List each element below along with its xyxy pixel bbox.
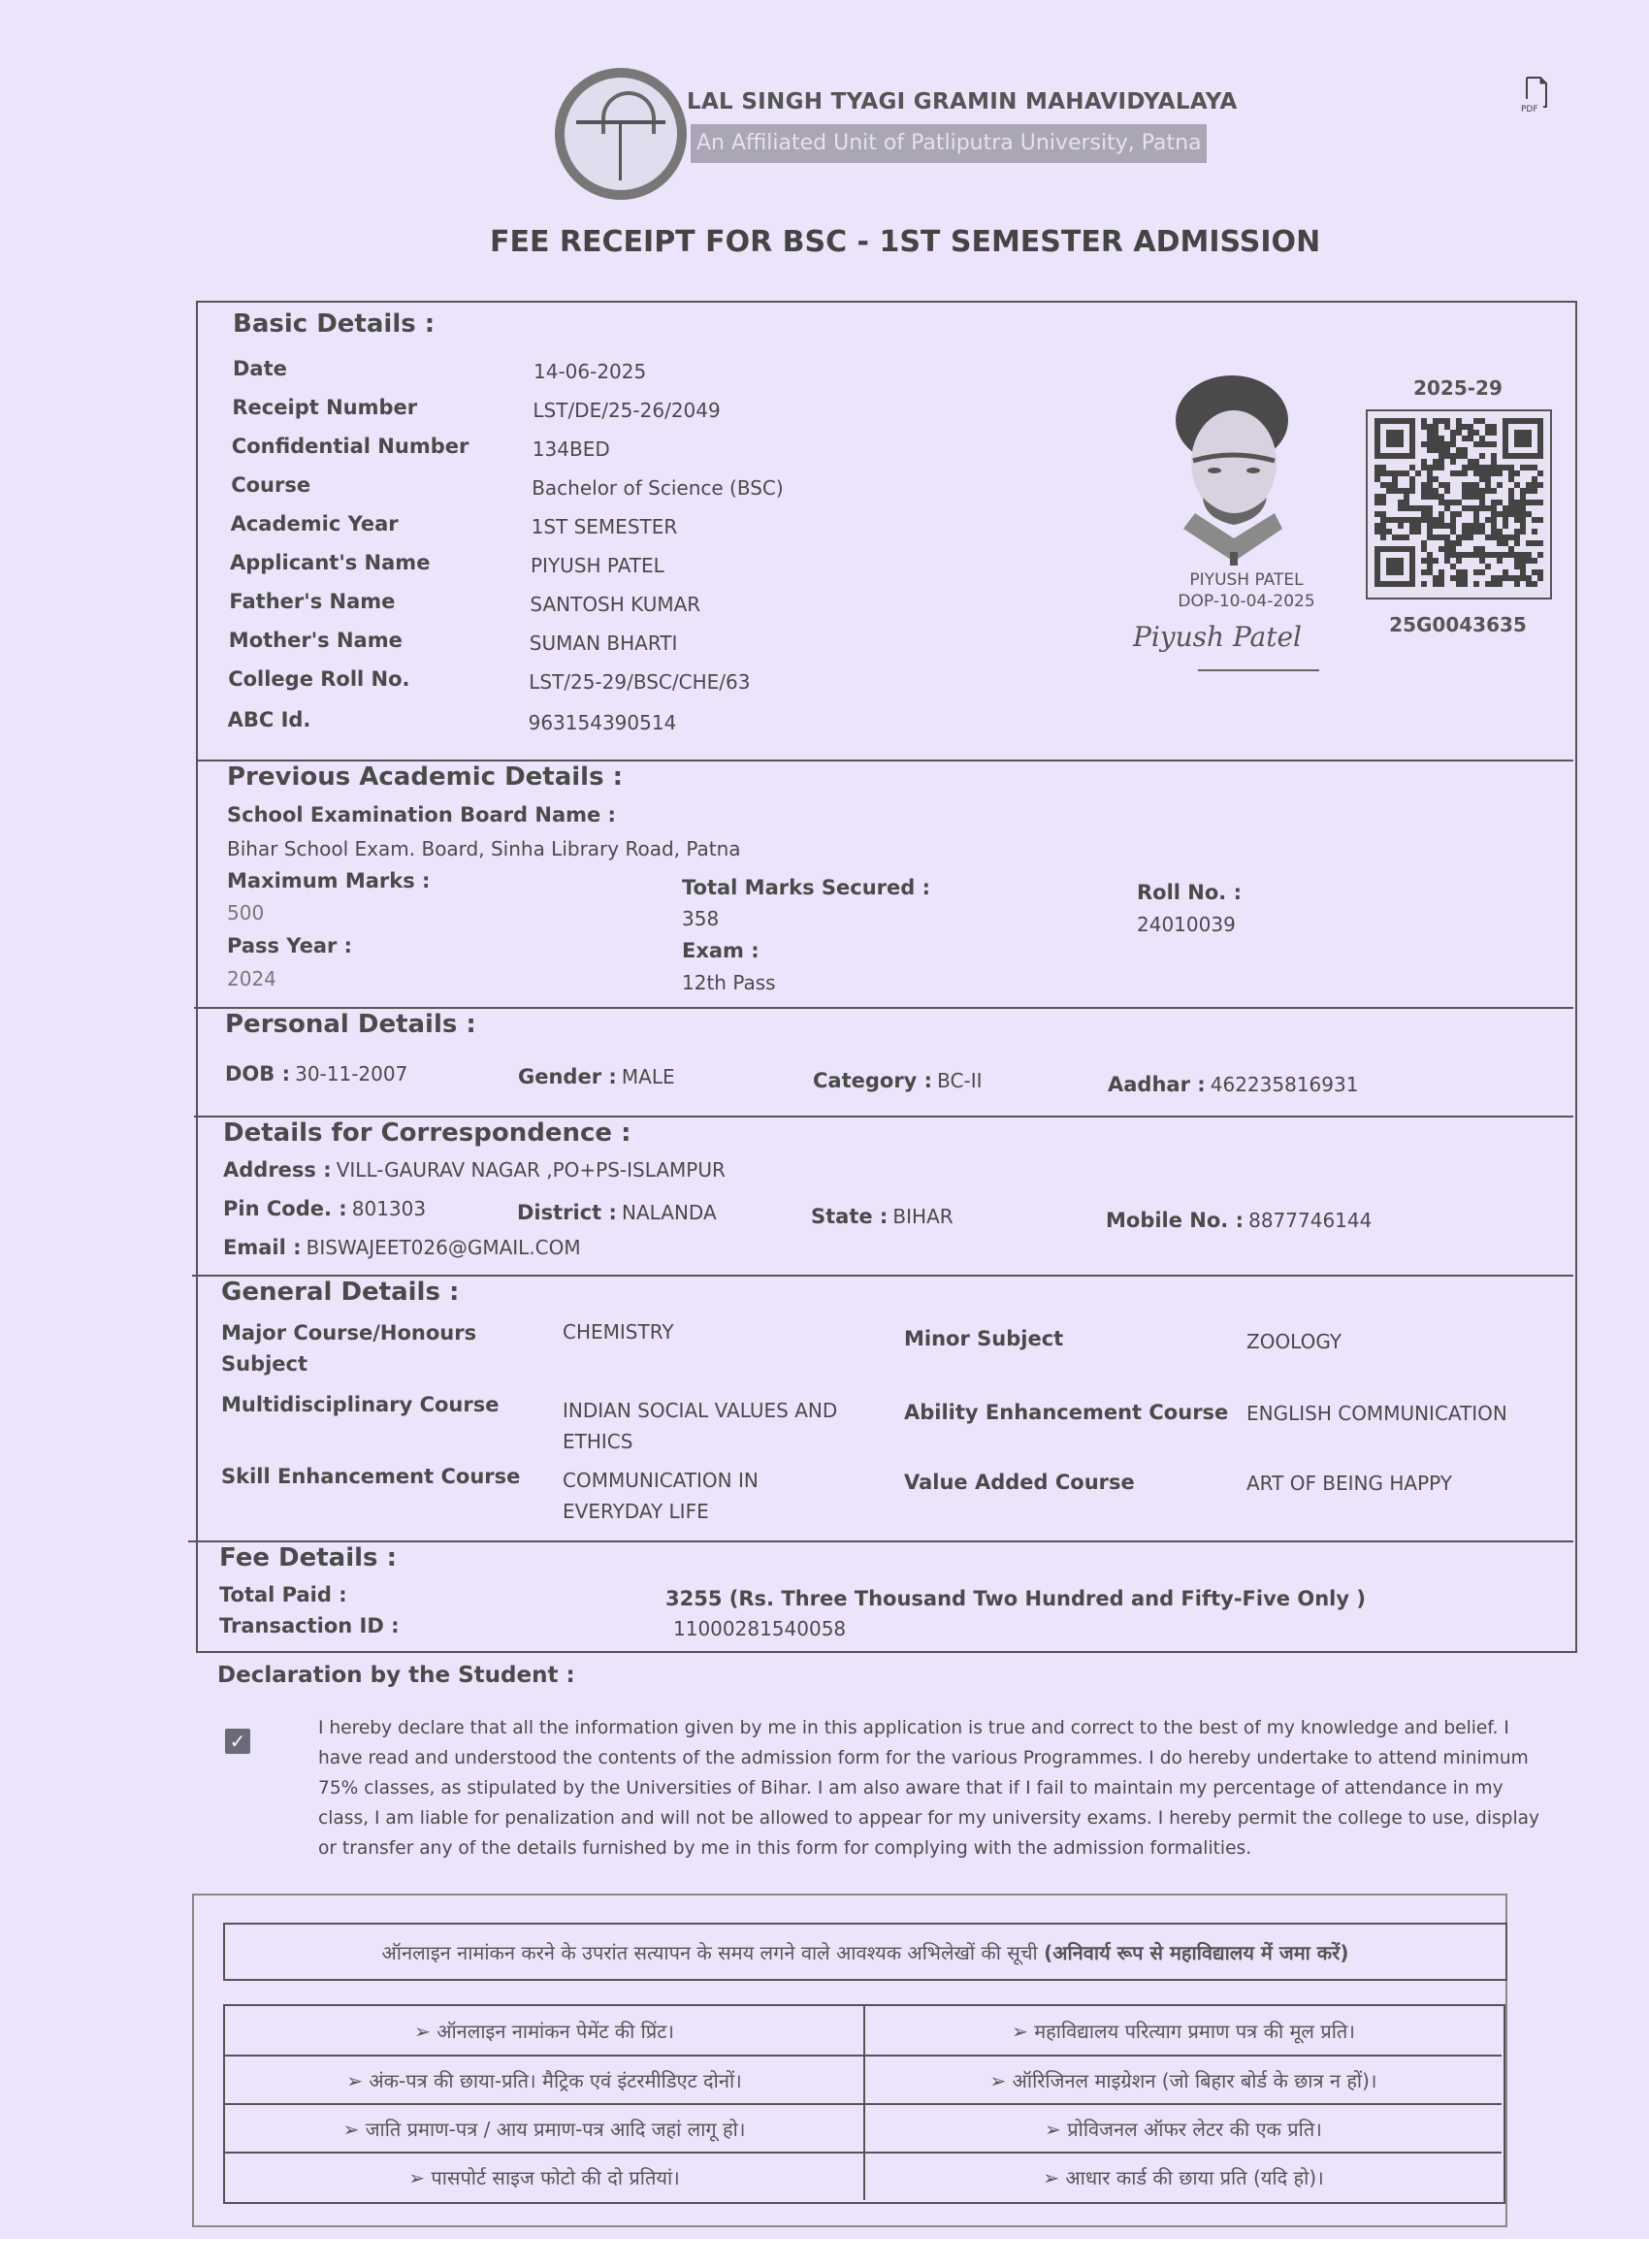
document-item: ➢ जाति प्रमाण-पत्र / आय प्रमाण-पत्र आदि जहां लागू हो। [225,2103,863,2152]
aadhar-value: 462235816931 [1210,1073,1359,1096]
basic-label: Course [231,473,311,497]
board-value: Bihar School Exam. Board, Sinha Library Road, Patna [227,837,741,860]
category-field [813,1069,983,1092]
roll-value: 24010039 [1137,913,1236,936]
dob-value: 30-11-2007 [295,1062,408,1085]
state-label: State : [811,1205,889,1228]
pin-label: Pin Code. : [223,1197,347,1220]
documents-title: ऑनलाइन नामांकन करने के उपरांत सत्यापन के समय लगने वाले आवश्यक अभिलेखों की सूची [381,1940,1038,1964]
qr-code-id: 25G0043635 [1389,613,1527,636]
basic-label: Confidential Number [231,435,469,458]
multidisciplinary-value: INDIAN SOCIAL VALUES AND ETHICS [563,1399,838,1453]
basic-value: PIYUSH PATEL [531,554,664,577]
minor-label: Minor Subject [904,1327,1064,1350]
divider [194,1116,1573,1118]
basic-value: 14-06-2025 [534,360,647,383]
category-value: BC-II [937,1069,983,1092]
skill-enhancement-label: Skill Enhancement Course [221,1465,521,1488]
multidisciplinary-label: Multidisciplinary Course [221,1393,500,1416]
general-details-heading: General Details : [221,1278,460,1307]
declaration-text: I hereby declare that all the information given by me in this application is true and correct to the best of my knowledge and belief. I have read and understood the contents of the admission form for the various Programmes. I do hereby undertake to attend minimum 75% classes, as stipulated by the Universities of Bihar. I am also aware that if I fail to maintain my percentage of attendance in my class, I am liable for penalization and will not be allowed to appear for my university exams. I hereby permit the college to use, display or transfer any of the details furnished by me in this form for complying with the admission formalities. [318,1718,1540,1859]
declaration-heading: Declaration by the Student : [217,1663,575,1688]
personal-details-heading: Personal Details : [225,1010,476,1039]
basic-value: 134BED [532,437,610,461]
basic-value: SANTOSH KUMAR [530,593,701,616]
mobile-field [1106,1209,1372,1232]
dob-label: DOB : [225,1062,290,1085]
page-title: FEE RECEIPT FOR BSC - 1ST SEMESTER ADMISSION [490,225,1321,259]
session-year: 2025-29 [1413,376,1503,400]
gender-label: Gender : [518,1065,617,1088]
address-field [223,1158,726,1182]
gender-field [518,1065,675,1088]
document-item: ➢ महाविद्यालय परित्याग प्रमाण पत्र की मूल प्रति। [863,2006,1502,2055]
state-field [811,1205,954,1228]
ability-enhancement-value: ENGLISH COMMUNICATION [1246,1402,1507,1425]
correspondence-heading: Details for Correspondence : [223,1118,631,1148]
document-item: ➢ प्रोविजनल ऑफर लेटर की एक प्रति। [863,2103,1502,2152]
declaration-checkbox[interactable]: ✓ [225,1729,250,1754]
basic-label: ABC Id. [227,708,311,731]
basic-label: College Roll No. [228,667,410,691]
college-name: LAL SINGH TYAGI GRAMIN MAHAVIDYALAYA [687,89,1238,114]
district-value: NALANDA [622,1201,717,1224]
transaction-id-label: Transaction ID : [219,1614,400,1637]
skill-enhancement-value: COMMUNICATION IN EVERYDAY LIFE [563,1469,759,1523]
transaction-id-value: 11000281540058 [673,1617,847,1640]
previous-academic-heading: Previous Academic Details : [227,762,624,792]
documents-title-box [223,1923,1507,1981]
ability-enhancement-label: Ability Enhancement Course [904,1401,1229,1424]
minor-value: ZOOLOGY [1246,1330,1342,1353]
divider [196,760,1573,761]
total-marks-label: Total Marks Secured : [682,876,930,899]
email-field [223,1236,581,1259]
exam-label: Exam : [682,939,760,962]
photo-date: DOP-10-04-2025 [1178,592,1315,611]
email-value: BISWAJEET026@GMAIL.COM [306,1236,581,1259]
pin-value: 801303 [351,1197,427,1220]
total-paid-label: Total Paid : [219,1583,347,1606]
document-item: ➢ ऑनलाइन नामांकन पेमेंट की प्रिंट। [414,2019,674,2043]
max-marks-value: 500 [227,901,265,924]
total-paid-value: 3255 (Rs. Three Thousand Two Hundred and Fifty-Five Only ) [665,1587,1366,1610]
basic-value: 963154390514 [528,711,677,734]
major-label: Major Course/Honours Subject [221,1321,477,1376]
signature-underline [1198,669,1319,671]
basic-value: LST/25-29/BSC/CHE/63 [529,670,751,694]
divider [194,1007,1573,1009]
basic-label: Academic Year [230,512,399,535]
gender-value: MALE [621,1065,675,1088]
divider [192,1275,1573,1277]
basic-label: Receipt Number [232,396,418,419]
basic-label: Applicant's Name [230,551,431,574]
document-item: ➢ ऑरिजिनल माइग्रेशन (जो बिहार बोर्ड के छात्र न हों)। [863,2055,1502,2103]
photo-name: PIYUSH PATEL [1189,570,1304,590]
pdf-label: PDF [1521,105,1538,114]
district-label: District : [517,1201,617,1224]
aadhar-field [1108,1073,1358,1096]
fee-details-heading: Fee Details : [219,1543,397,1572]
pdf-icon[interactable] [1519,76,1554,114]
qr-code [1366,409,1552,599]
state-value: BIHAR [892,1205,954,1228]
exam-value: 12th Pass [682,971,776,994]
basic-label: Mother's Name [228,629,403,652]
affiliation-banner: An Affiliated Unit of Patliputra University, Patna [691,124,1207,163]
aadhar-label: Aadhar : [1108,1073,1206,1096]
pin-field [223,1197,426,1220]
mobile-value: 8877746144 [1248,1209,1373,1232]
basic-value: LST/DE/25-26/2049 [533,399,721,422]
applicant-photo [1174,373,1300,567]
basic-value: SUMAN BHARTI [529,632,678,655]
roll-label: Roll No. : [1137,881,1242,904]
max-marks-label: Maximum Marks : [227,869,431,892]
district-field [517,1201,717,1224]
board-label: School Examination Board Name : [227,803,616,826]
major-value: CHEMISTRY [563,1320,674,1344]
pass-year-label: Pass Year : [227,934,353,957]
documents-title-emphasis: (अनिवार्य रूप से महाविद्यालय में जमा करें) [1044,1940,1349,1964]
document-item: ➢ पासपोर्ट साइज फोटो की दो प्रतियां। [225,2152,863,2200]
dob-field [225,1062,407,1085]
divider [188,1540,1573,1542]
mobile-label: Mobile No. : [1106,1209,1244,1232]
document-item: ➢ अंक-पत्र की छाया-प्रति। मैट्रिक एवं इंटरमीडिएट दोनों। [225,2055,863,2103]
value-added-value: ART OF BEING HAPPY [1246,1472,1452,1495]
pass-year-value: 2024 [227,967,276,990]
document-item: ➢ आधार कार्ड की छाया प्रति (यदि हो)। [863,2152,1502,2200]
address-label: Address : [223,1158,332,1182]
college-logo [555,68,687,200]
address-value: VILL-GAURAV NAGAR ,PO+PS-ISLAMPUR [336,1158,726,1182]
value-added-label: Value Added Course [904,1471,1135,1494]
email-label: Email : [223,1236,302,1259]
basic-value: Bachelor of Science (BSC) [532,476,784,500]
signature: Piyush Patel [1133,621,1303,653]
basic-value: 1ST SEMESTER [531,515,678,538]
category-label: Category : [813,1069,933,1092]
basic-label: Father's Name [229,590,396,613]
basic-details-heading: Basic Details : [233,309,436,339]
basic-label: Date [233,357,287,380]
total-marks-value: 358 [682,907,720,930]
